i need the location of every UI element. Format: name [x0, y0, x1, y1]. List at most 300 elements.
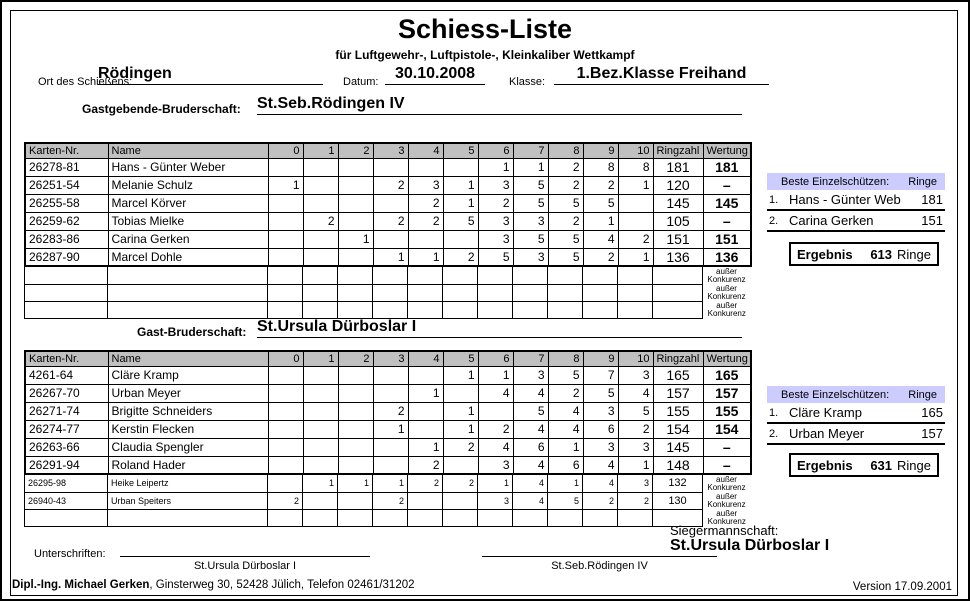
table-cell: 2	[373, 212, 408, 230]
table-cell: –	[703, 212, 751, 230]
unterschriften-label: Unterschriften:	[34, 548, 106, 560]
table-cell	[443, 230, 478, 248]
table-cell	[338, 492, 373, 509]
table-row	[25, 230, 751, 248]
column-header: 7	[513, 143, 548, 158]
table-cell	[338, 284, 373, 301]
table-cell	[303, 230, 338, 248]
table-row	[25, 438, 751, 456]
table-header-row	[25, 351, 751, 366]
rank-label: 1.	[769, 193, 779, 206]
datum-label: Datum:	[343, 76, 379, 88]
shooter-name: Hans - Günter Web	[789, 192, 901, 207]
shooter-ringe: 157	[921, 426, 943, 441]
table-cell: 2	[443, 248, 478, 266]
table-cell	[373, 384, 408, 402]
table-cell	[268, 284, 303, 301]
table-cell: Urban Speiters	[108, 492, 268, 509]
table-cell: 26283-86	[25, 230, 108, 248]
table-cell	[338, 402, 373, 420]
table-cell	[25, 284, 108, 301]
table-cell	[478, 301, 513, 318]
table-row	[25, 402, 751, 420]
table-cell	[408, 158, 443, 176]
table-cell	[478, 402, 513, 420]
table-cell: 26278-81	[25, 158, 108, 176]
table-cell: 154	[653, 420, 703, 438]
table-cell: 5	[618, 402, 653, 420]
guest-best-header	[767, 386, 945, 403]
table-cell	[443, 384, 478, 402]
table-cell: 2	[583, 176, 618, 194]
table-cell: 2	[443, 438, 478, 456]
footer-author-address: , Ginsterweg 30, 52428 Jülich, Telefon 02461/31202	[149, 579, 415, 591]
table-cell	[108, 284, 268, 301]
table-cell: 130	[653, 492, 703, 509]
table-cell	[583, 509, 618, 526]
table-cell	[338, 384, 373, 402]
table-cell	[653, 267, 703, 284]
table-cell: 8	[583, 158, 618, 176]
guest-team-name: St.Ursula Dürboslar I	[257, 318, 742, 338]
table-cell	[548, 284, 583, 301]
table-cell	[408, 301, 443, 318]
table-cell: Urban Meyer	[108, 384, 268, 402]
table-cell	[408, 230, 443, 248]
signature-caption-left: St.Ursula Dürboslar I	[193, 560, 297, 572]
signature-line-left	[120, 543, 370, 557]
column-header: Wertung	[703, 143, 751, 158]
column-header: 2	[338, 351, 373, 366]
table-cell: 5	[583, 384, 618, 402]
column-header: 10	[618, 143, 653, 158]
table-cell	[268, 158, 303, 176]
table-cell: 5	[548, 230, 583, 248]
table-cell: Hans - Günter Weber	[108, 158, 268, 176]
ort-value: Rödingen	[98, 65, 323, 85]
table-cell: 2	[618, 230, 653, 248]
table-cell	[338, 456, 373, 474]
guest-bruderschaft-label: Gast-Bruderschaft:	[137, 325, 247, 339]
column-header: 6	[478, 351, 513, 366]
table-cell: Tobias Mielke	[108, 212, 268, 230]
table-cell: 26287-90	[25, 248, 108, 266]
rank-label: 2.	[769, 214, 779, 227]
table-cell: 5	[513, 176, 548, 194]
table-cell: 1	[373, 248, 408, 266]
table-cell: 5	[583, 194, 618, 212]
table-cell: 1	[338, 230, 373, 248]
ausser-konkurenz-note: außer Konkurenz	[707, 301, 746, 318]
host-best-title: Beste Einzelschützen:	[781, 175, 890, 188]
table-cell: 2	[373, 176, 408, 194]
table-cell: 4	[478, 438, 513, 456]
host-ergebnis-box	[789, 242, 939, 266]
footer-author	[12, 579, 415, 591]
table-cell	[25, 301, 108, 318]
table-row	[25, 366, 751, 384]
table-cell	[303, 420, 338, 438]
table-cell: 3	[478, 212, 513, 230]
column-header: 6	[478, 143, 513, 158]
table-row	[25, 267, 751, 284]
guest-best-shooters-box	[767, 386, 945, 445]
table-cell: 26271-74	[25, 402, 108, 420]
shooter-ringe: 165	[921, 405, 943, 420]
table-cell: 3	[478, 230, 513, 248]
table-cell	[373, 267, 408, 284]
guest-best-row-1	[767, 403, 945, 424]
table-cell	[268, 248, 303, 266]
page-title: Schiess-Liste	[397, 14, 573, 44]
ergebnis-value: 613	[870, 246, 893, 262]
table-row	[25, 284, 751, 301]
table-cell	[373, 456, 408, 474]
table-cell: Marcel Körver	[108, 194, 268, 212]
table-cell	[443, 267, 478, 284]
rank-label: 1.	[769, 406, 779, 419]
table-cell: 136	[653, 248, 703, 266]
table-cell	[338, 366, 373, 384]
table-cell: Marcel Dohle	[108, 248, 268, 266]
host-best-ringe-label: Ringe	[908, 175, 937, 188]
klasse-label: Klasse:	[509, 76, 546, 88]
table-cell	[478, 509, 513, 526]
ergebnis-value: 631	[870, 457, 893, 473]
table-cell: 1	[443, 402, 478, 420]
host-score-table-area	[24, 142, 752, 319]
table-cell: 155	[703, 402, 751, 420]
table-cell	[513, 267, 548, 284]
table-cell: –	[703, 176, 751, 194]
table-cell	[408, 402, 443, 420]
ergebnis-unit: Ringe	[897, 246, 931, 262]
table-cell	[548, 509, 583, 526]
table-row	[25, 158, 751, 176]
table-cell	[303, 301, 338, 318]
table-cell	[303, 248, 338, 266]
table-cell	[373, 366, 408, 384]
shooter-name: Carina Gerken	[789, 213, 874, 228]
table-cell	[268, 267, 303, 284]
table-cell: 2	[373, 492, 408, 509]
table-row	[25, 248, 751, 266]
column-header: 3	[373, 351, 408, 366]
table-cell: 157	[703, 384, 751, 402]
table-cell: 1	[443, 420, 478, 438]
table-cell	[303, 284, 338, 301]
guest-best-row-2	[767, 424, 945, 445]
table-cell: 151	[703, 230, 751, 248]
table-cell	[443, 158, 478, 176]
table-cell	[338, 509, 373, 526]
host-bruderschaft-label: Gastgebende-Bruderschaft:	[82, 102, 241, 116]
table-cell	[268, 301, 303, 318]
table-cell: 3	[408, 176, 443, 194]
table-row	[25, 475, 751, 492]
ausser-konkurenz-note: außer Konkurenz	[707, 509, 746, 526]
table-cell: 2	[478, 420, 513, 438]
table-cell	[303, 366, 338, 384]
table-cell: 2	[548, 176, 583, 194]
table-cell	[478, 267, 513, 284]
table-row	[25, 509, 751, 526]
column-header: 4	[408, 351, 443, 366]
table-cell: –	[703, 438, 751, 456]
page-subtitle: für Luftgewehr-, Luftpistole-, Kleinkaliber Wettkampf	[335, 48, 635, 62]
column-header: 7	[513, 351, 548, 366]
score-table	[24, 142, 752, 267]
table-cell	[338, 301, 373, 318]
shooter-ringe: 151	[921, 213, 943, 228]
table-cell: Kerstin Flecken	[108, 420, 268, 438]
table-cell: 6	[583, 420, 618, 438]
guest-best-ringe-label: Ringe	[908, 388, 937, 401]
signature-line-right	[482, 543, 717, 557]
table-cell: 2	[408, 194, 443, 212]
table-cell: 5	[513, 230, 548, 248]
column-header: 2	[338, 143, 373, 158]
column-header: 8	[548, 143, 583, 158]
table-cell	[408, 492, 443, 509]
table-cell: 120	[653, 176, 703, 194]
table-cell: 6	[548, 456, 583, 474]
table-cell: 2	[548, 384, 583, 402]
table-cell: 2	[303, 212, 338, 230]
ausser-konkurenz-note: außer Konkurenz	[707, 475, 746, 492]
table-cell: 105	[653, 212, 703, 230]
table-cell	[583, 284, 618, 301]
table-cell	[513, 509, 548, 526]
table-cell: 5	[548, 248, 583, 266]
table-cell	[338, 212, 373, 230]
table-cell	[303, 176, 338, 194]
table-cell: Brigitte Schneiders	[108, 402, 268, 420]
guest-best-title: Beste Einzelschützen:	[781, 388, 890, 401]
table-cell: 26940-43	[25, 492, 108, 509]
table-cell	[268, 420, 303, 438]
table-cell	[618, 267, 653, 284]
table-cell: 165	[653, 366, 703, 384]
table-cell	[373, 194, 408, 212]
table-cell: 154	[703, 420, 751, 438]
table-cell: 26274-77	[25, 420, 108, 438]
table-cell	[618, 194, 653, 212]
table-cell: 157	[653, 384, 703, 402]
signature-caption-right: St.Seb.Rödingen IV	[551, 560, 648, 572]
column-header: 10	[618, 351, 653, 366]
table-cell	[478, 284, 513, 301]
table-cell: 145	[653, 438, 703, 456]
table-cell: 2	[408, 456, 443, 474]
table-cell: 4	[583, 456, 618, 474]
table-cell: 3	[478, 456, 513, 474]
table-cell	[268, 366, 303, 384]
table-cell	[338, 267, 373, 284]
column-header: 0	[268, 351, 303, 366]
table-cell	[268, 194, 303, 212]
table-cell: 2	[548, 212, 583, 230]
table-cell: 2	[618, 492, 653, 509]
table-cell	[373, 301, 408, 318]
table-cell: 3	[513, 248, 548, 266]
score-table-extra-rows	[24, 267, 751, 319]
shooter-name: Urban Meyer	[789, 426, 865, 441]
host-best-row-1	[767, 190, 945, 211]
table-cell	[373, 158, 408, 176]
table-cell: 1	[478, 366, 513, 384]
table-cell: 2	[618, 420, 653, 438]
table-cell	[108, 509, 268, 526]
table-cell	[303, 492, 338, 509]
table-cell: 2	[443, 475, 478, 492]
siegermannschaft-value: St.Ursula Dürboslar I	[670, 537, 830, 554]
table-cell: –	[703, 456, 751, 474]
table-cell: 1	[618, 176, 653, 194]
table-cell: 151	[653, 230, 703, 248]
table-cell: 8	[618, 158, 653, 176]
table-cell	[108, 301, 268, 318]
ergebnis-label: Ergebnis	[797, 246, 853, 262]
rank-label: 2.	[769, 427, 779, 440]
table-cell: 5	[443, 212, 478, 230]
table-cell: 26251-54	[25, 176, 108, 194]
table-cell: 5	[513, 194, 548, 212]
table-cell: 181	[653, 158, 703, 176]
table-cell: 4	[548, 402, 583, 420]
table-cell	[303, 267, 338, 284]
table-cell: 3	[618, 366, 653, 384]
table-cell	[303, 194, 338, 212]
column-header: Karten-Nr.	[25, 143, 108, 158]
table-row	[25, 194, 751, 212]
table-cell: 4	[583, 475, 618, 492]
table-cell: 132	[653, 475, 703, 492]
table-cell: 4261-64	[25, 366, 108, 384]
table-row	[25, 176, 751, 194]
table-cell: 4	[513, 384, 548, 402]
table-cell: 1	[548, 438, 583, 456]
table-cell: 5	[478, 248, 513, 266]
table-header-row	[25, 143, 751, 158]
table-cell	[443, 509, 478, 526]
table-cell: 3	[478, 176, 513, 194]
table-cell	[513, 301, 548, 318]
column-header: Ringzahl	[653, 351, 703, 366]
score-table-extra-rows	[24, 475, 751, 527]
ort-label: Ort des Schießens:	[38, 76, 133, 88]
table-cell: 4	[513, 456, 548, 474]
table-cell: 1	[373, 420, 408, 438]
table-cell	[268, 212, 303, 230]
column-header: 3	[373, 143, 408, 158]
column-header: 0	[268, 143, 303, 158]
table-row	[25, 301, 751, 318]
table-cell	[443, 301, 478, 318]
column-header: 5	[443, 351, 478, 366]
table-cell: 1	[443, 176, 478, 194]
ausser-konkurenz-note: außer Konkurenz	[707, 267, 746, 284]
table-cell: 1	[408, 248, 443, 266]
table-cell	[25, 509, 108, 526]
table-cell: 6	[513, 438, 548, 456]
table-cell	[618, 212, 653, 230]
table-cell	[338, 438, 373, 456]
table-cell	[408, 420, 443, 438]
shooter-name: Cläre Kramp	[789, 405, 862, 420]
ausser-konkurenz-note: außer Konkurenz	[707, 492, 746, 509]
table-cell	[408, 284, 443, 301]
table-cell: 3	[618, 438, 653, 456]
table-cell: 1	[338, 475, 373, 492]
table-cell: 4	[618, 384, 653, 402]
table-cell: 4	[513, 492, 548, 509]
host-best-header	[767, 173, 945, 190]
table-cell: 4	[478, 384, 513, 402]
table-cell: 3	[618, 475, 653, 492]
table-cell: 145	[653, 194, 703, 212]
table-cell: 1	[268, 176, 303, 194]
table-cell: 26263-66	[25, 438, 108, 456]
table-cell: 1	[618, 456, 653, 474]
table-cell: 145	[703, 194, 751, 212]
table-cell	[338, 248, 373, 266]
column-header: 8	[548, 351, 583, 366]
klasse-value: 1.Bez.Klasse Freihand	[554, 65, 769, 85]
table-cell: Carina Gerken	[108, 230, 268, 248]
ausser-konkurenz-note: außer Konkurenz	[707, 284, 746, 301]
table-cell: 3	[513, 212, 548, 230]
guest-ergebnis-box	[789, 453, 939, 477]
table-cell	[303, 456, 338, 474]
footer-version: Version 17.09.2001	[852, 581, 952, 593]
table-cell: 148	[653, 456, 703, 474]
column-header: 9	[583, 143, 618, 158]
table-cell	[338, 194, 373, 212]
table-cell: 26295-98	[25, 475, 108, 492]
footer-author-name: Dipl.-Ing. Michael Gerken	[12, 579, 150, 591]
table-cell: 2	[268, 492, 303, 509]
table-cell: 165	[703, 366, 751, 384]
table-cell: 1	[443, 194, 478, 212]
table-cell	[583, 301, 618, 318]
column-header: Name	[108, 351, 268, 366]
table-cell: 3	[478, 492, 513, 509]
table-cell: 5	[513, 402, 548, 420]
table-cell: 2	[408, 212, 443, 230]
table-cell: 2	[548, 158, 583, 176]
table-row	[25, 456, 751, 474]
table-cell: 1	[478, 158, 513, 176]
table-row	[25, 420, 751, 438]
column-header: Ringzahl	[653, 143, 703, 158]
table-cell: 1	[408, 438, 443, 456]
table-cell	[268, 438, 303, 456]
table-cell: 1	[373, 475, 408, 492]
table-cell	[268, 509, 303, 526]
table-cell	[268, 475, 303, 492]
table-cell: Heike Leipertz	[108, 475, 268, 492]
table-cell	[443, 456, 478, 474]
table-cell	[443, 284, 478, 301]
table-cell: 2	[373, 402, 408, 420]
column-header: 4	[408, 143, 443, 158]
table-cell: 1	[408, 384, 443, 402]
column-header: Wertung	[703, 351, 751, 366]
column-header: Karten-Nr.	[25, 351, 108, 366]
column-header: 5	[443, 143, 478, 158]
table-cell	[618, 284, 653, 301]
